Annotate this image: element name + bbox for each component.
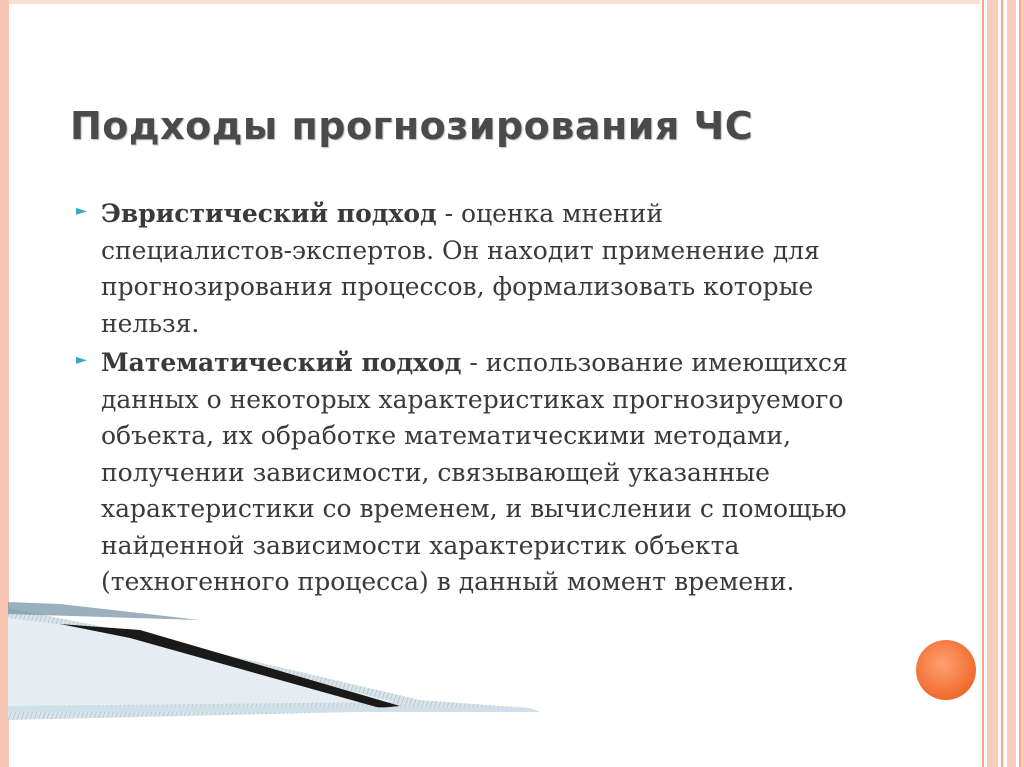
bullet-item-mathematical	[76, 345, 856, 601]
bullet-item-heuristic	[76, 196, 856, 342]
diagonal-stripes-decoration	[0, 590, 540, 720]
top-border-decoration	[9, 0, 980, 4]
triangle-bullet-icon: ►	[76, 352, 87, 368]
bullet-list	[76, 196, 856, 604]
slide-title: Подходы прогнозирования ЧС	[70, 104, 754, 148]
bullet-term: Математический подход	[101, 348, 462, 377]
bullet-text: - использование имеющихся данных о некоторых характеристиках прогнозируемого объекта, их обработке математическими методами, получении зависимости, связывающей указанные характеристики со временем, и вычислении с помощью найденной зависимости характеристик объекта (техногенного процесса) в данный момент времени.	[101, 348, 848, 596]
triangle-bullet-icon: ►	[76, 203, 87, 219]
right-stripes-decoration	[980, 0, 1024, 767]
bullet-text: - оценка мнений специалистов-экспертов. Он находит применение для прогнозирования процессов, формализовать которые нельзя.	[101, 199, 820, 338]
bullet-term: Эвристический подход	[101, 199, 437, 228]
orange-circle-icon	[916, 640, 976, 700]
